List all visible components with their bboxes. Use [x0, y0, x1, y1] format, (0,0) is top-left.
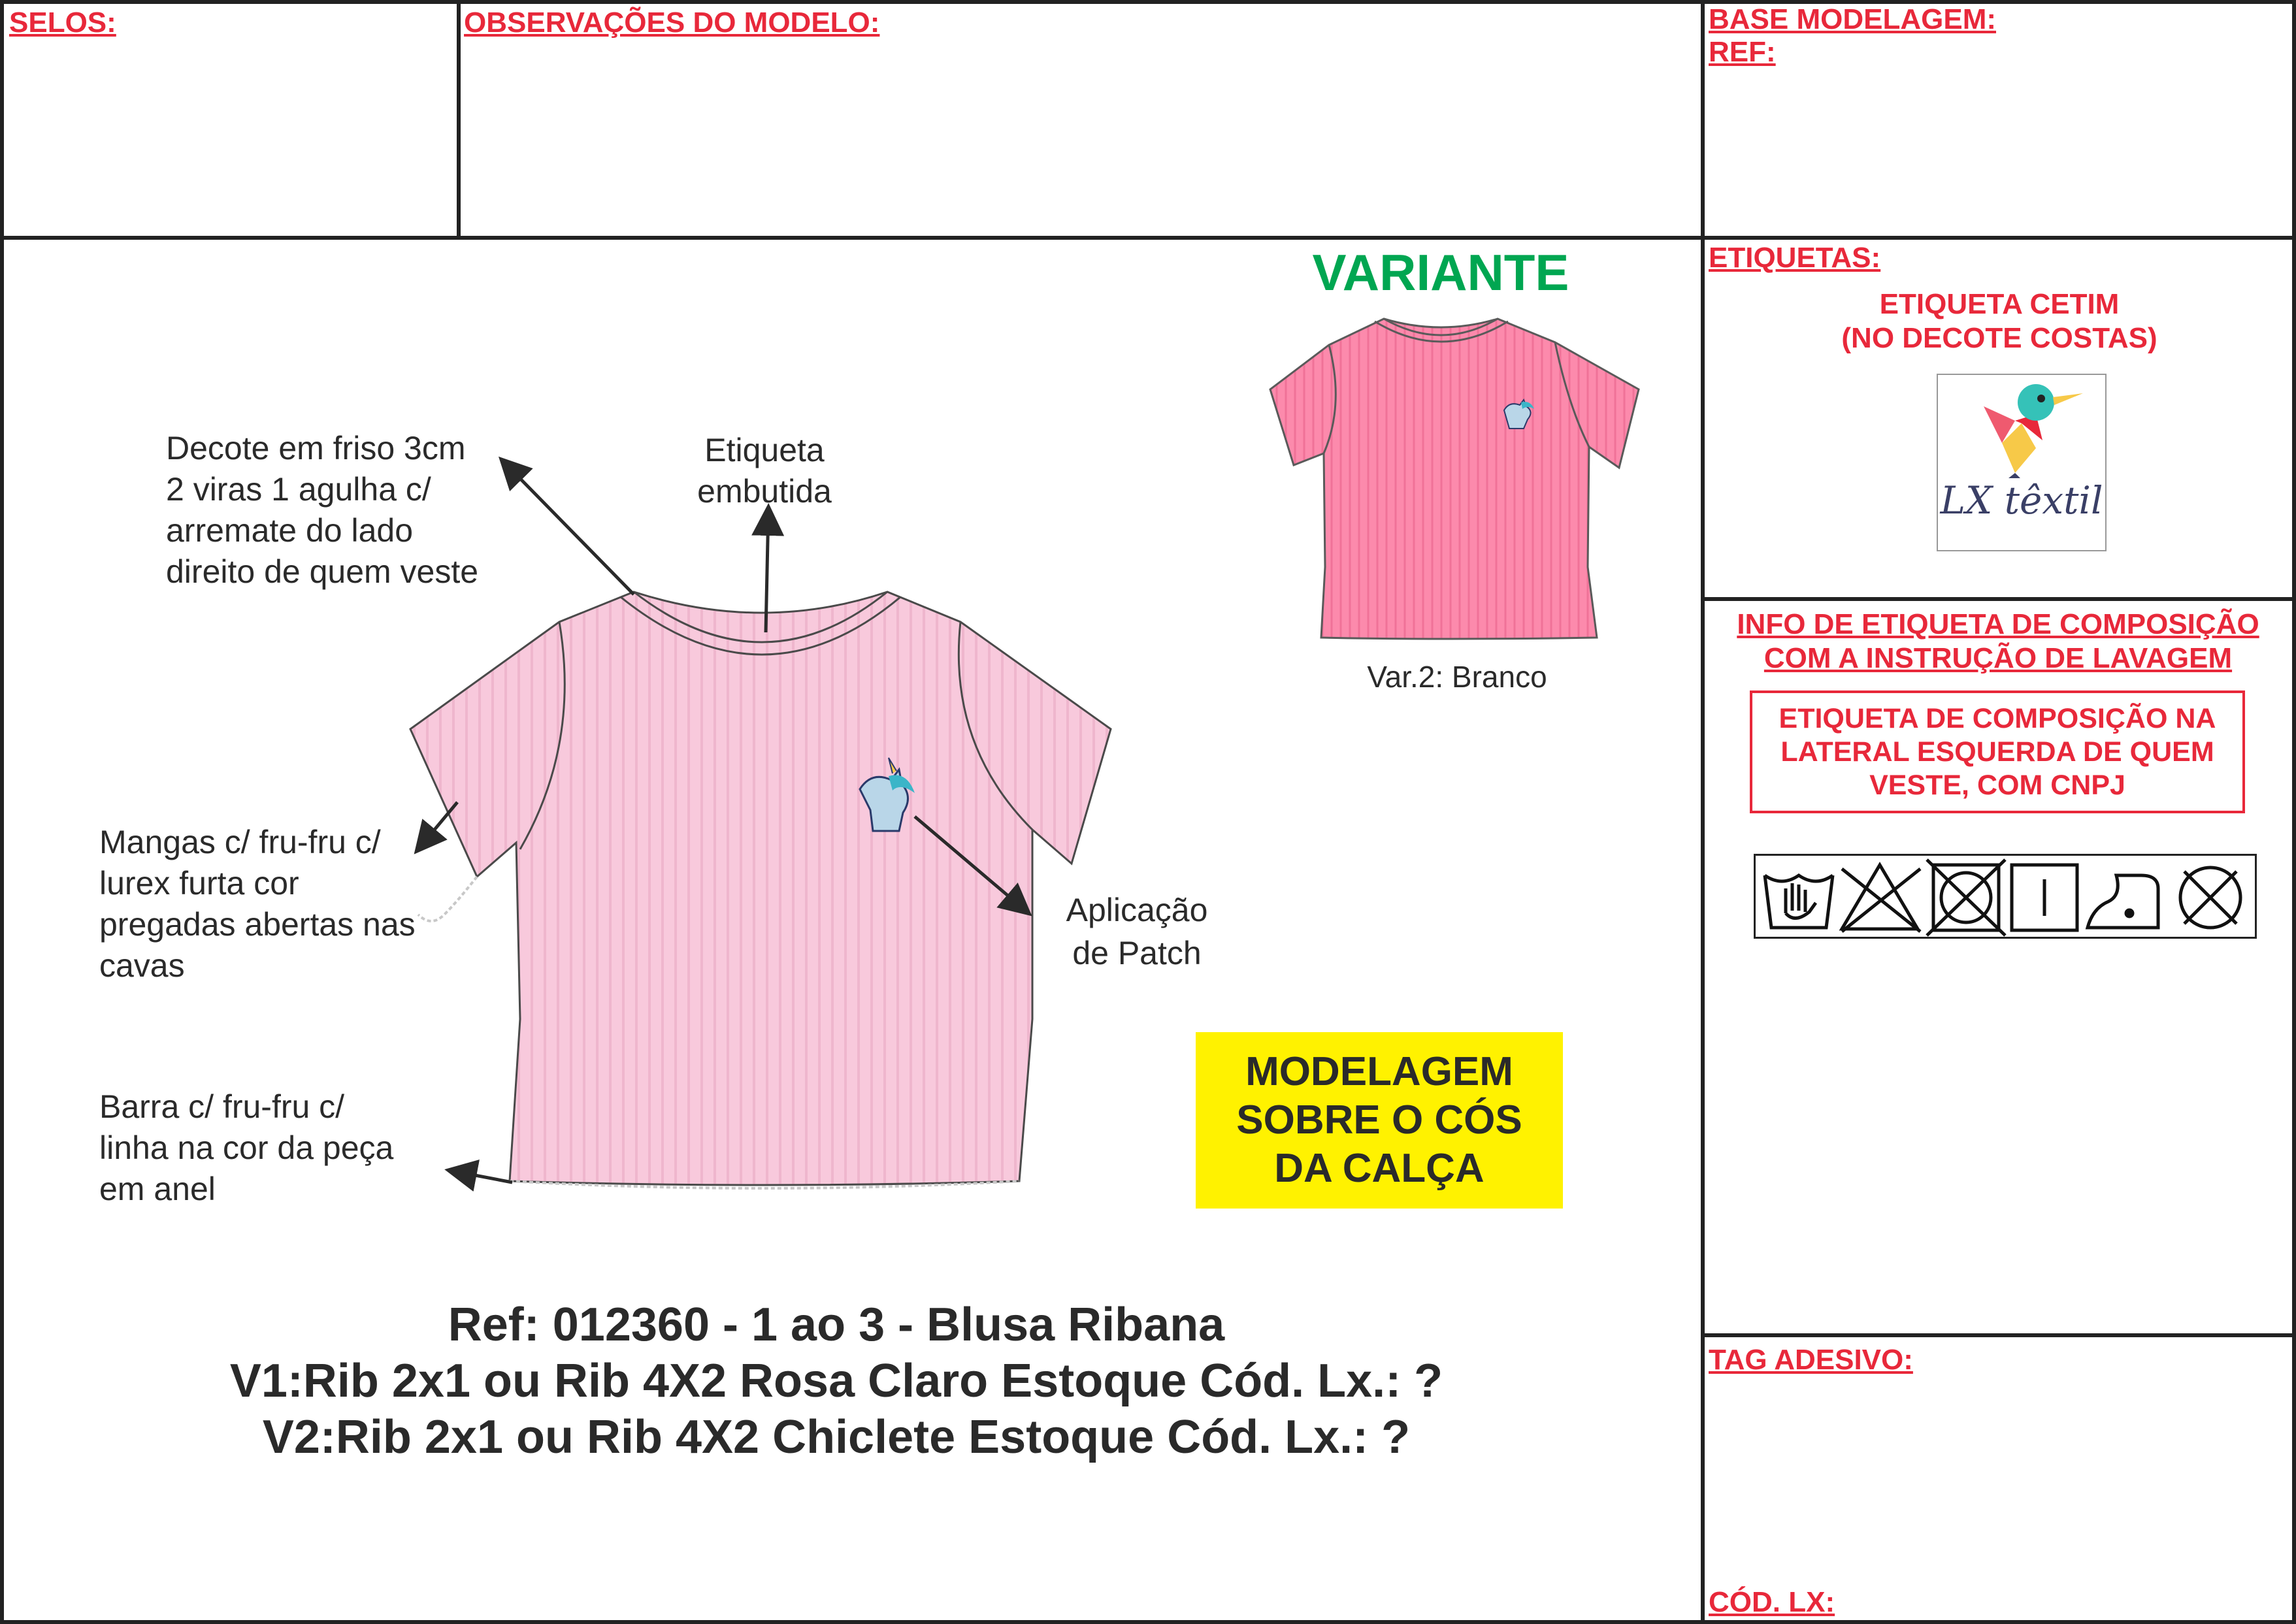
note-barra-line: Barra c/ fru-fru c/ — [99, 1088, 345, 1125]
base-modelagem-label: BASE MODELAGEM: — [1709, 3, 1996, 35]
note-etiqueta-line: embutida — [697, 473, 832, 510]
note-decote-line: Decote em friso 3cm — [166, 430, 466, 466]
tag-adesivo-label: TAG ADESIVO: — [1709, 1344, 1913, 1376]
note-patch-line: de Patch — [1072, 935, 1202, 971]
note-barra — [99, 1086, 393, 1210]
reference-block — [26, 1297, 1647, 1465]
modelagem-line: DA CALÇA — [1274, 1146, 1484, 1191]
note-mangas-line: pregadas abertas nas — [99, 906, 416, 943]
modelagem-line: MODELAGEM — [1245, 1049, 1513, 1094]
composicao-line1: ETIQUETA DE COMPOSIÇÃO NA — [1779, 702, 2216, 734]
modelagem-highlight-box — [1196, 1032, 1563, 1209]
note-mangas-line: lurex furta cor — [99, 865, 299, 901]
etiquetas-label: ETIQUETAS: — [1709, 242, 1881, 274]
note-mangas-line: cavas — [99, 947, 185, 984]
note-mangas-line: Mangas c/ fru-fru c/ — [99, 824, 381, 860]
note-barra-line: em anel — [99, 1171, 216, 1207]
note-barra-line: linha na cor da peça — [99, 1129, 394, 1166]
modelagem-line: SOBRE O CÓS — [1236, 1097, 1522, 1143]
logo-text: LX têxtil — [1940, 478, 2103, 523]
note-mangas — [99, 822, 416, 986]
reference-line: V2:Rib 2x1 ou Rib 4X2 Chiclete Estoque Cód. Lx.: ? — [262, 1411, 1411, 1463]
note-etiqueta — [673, 430, 856, 512]
composicao-line3: VESTE, COM CNPJ — [1869, 769, 2125, 801]
note-decote-line: arremate do lado — [166, 512, 414, 549]
note-decote — [166, 428, 478, 593]
observacoes-label: OBSERVAÇÕES DO MODELO: — [464, 7, 880, 39]
etiqueta-cetim-line2: (NO DECOTE COSTAS) — [1841, 322, 2157, 354]
reference-line: Ref: 012360 - 1 ao 3 - Blusa Ribana — [448, 1299, 1225, 1351]
note-patch-line: Aplicação — [1066, 892, 1208, 928]
note-decote-line: 2 viras 1 agulha c/ — [166, 471, 431, 508]
cod-lx-label: CÓD. LX: — [1709, 1586, 1835, 1618]
selos-label: SELOS: — [9, 7, 116, 39]
ref-label: REF: — [1709, 36, 1776, 68]
info-line2: COM A INSTRUÇÃO DE LAVAGEM — [1763, 642, 2233, 674]
variant-caption: Var.2: Branco — [1367, 660, 1547, 694]
etiqueta-cetim-line1: ETIQUETA CETIM — [1879, 288, 2120, 320]
note-etiqueta-line: Etiqueta — [704, 432, 825, 468]
variante-title: VARIANTE — [1312, 244, 1569, 301]
note-decote-line: direito de quem veste — [166, 553, 479, 590]
note-patch — [1039, 888, 1235, 975]
reference-line: V1:Rib 2x1 ou Rib 4X2 Rosa Claro Estoque Cód. Lx.: ? — [229, 1355, 1443, 1407]
info-line1: INFO DE ETIQUETA DE COMPOSIÇÃO — [1737, 608, 2259, 640]
composicao-line2: LATERAL ESQUERDA DE QUEM — [1780, 736, 2214, 768]
